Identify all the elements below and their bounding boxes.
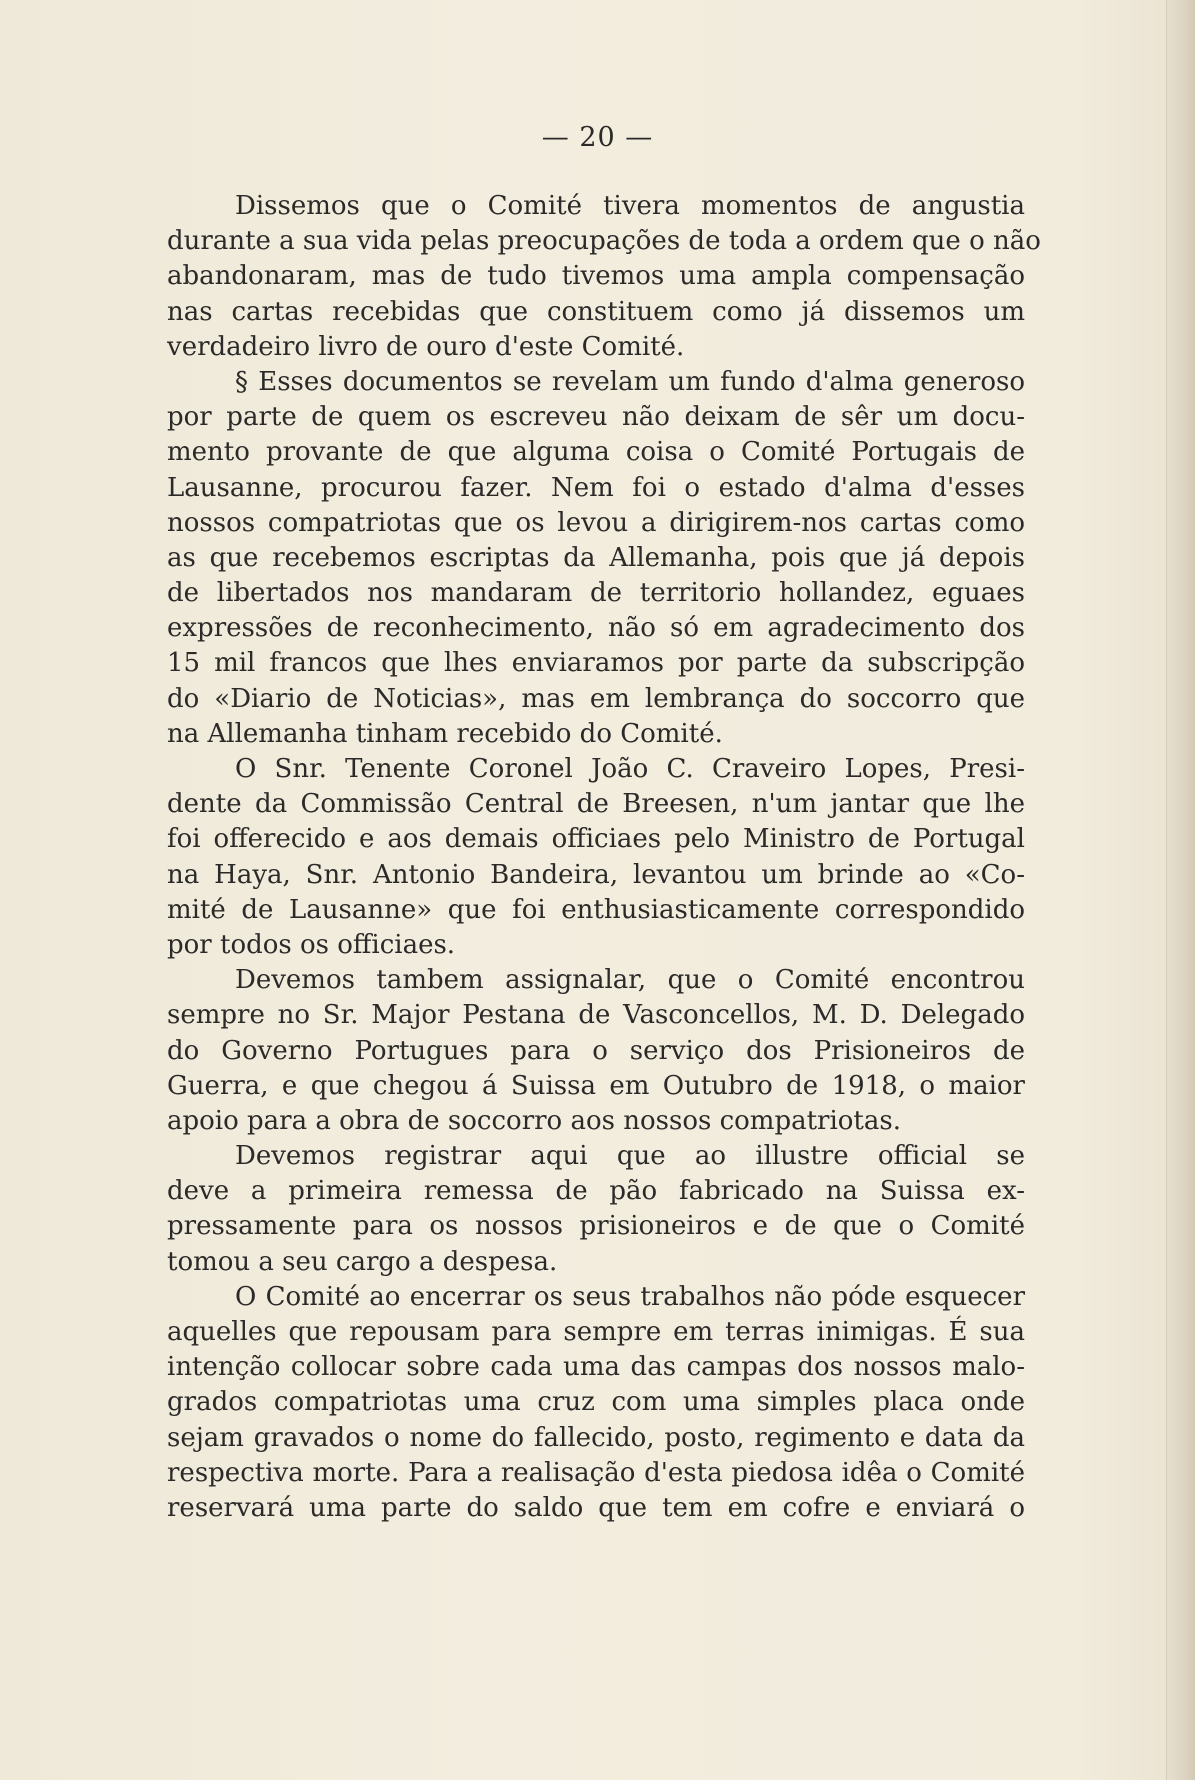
text-line: do Governo Portugues para o serviço dos Prisioneiros de (167, 1035, 1025, 1066)
text-line: por todos os officiaes. (167, 929, 456, 960)
text-line: durante a sua vida pelas preocupações de toda a ordem que o não (167, 226, 1041, 257)
text-line: § Esses documentos se revelam um fundo d'alma generoso (235, 366, 1025, 397)
text-line: nas cartas recebidas que constituem como já dissemos um (167, 296, 1025, 327)
text-line: tomou a seu cargo a despesa. (167, 1246, 558, 1277)
text-line: na Haya, Snr. Antonio Bandeira, levantou um brinde ao «Co- (167, 859, 1025, 890)
text-line: sempre no Sr. Major Pestana de Vasconcellos, M. D. Delegado (167, 1000, 1025, 1031)
page-edge (1166, 0, 1195, 1780)
text-line: O Snr. Tenente Coronel João C. Craveiro Lopes, Presi- (235, 754, 1025, 784)
text-line: deve a primeira remessa de pão fabricado na Suissa ex- (167, 1176, 1025, 1207)
text-line: as que recebemos escriptas da Allemanha, pois que já depois (167, 542, 1025, 573)
text-line: por parte de quem os escreveu não deixam de sêr um docu- (167, 402, 1025, 433)
text-line: aquelles que repousam para sempre em terras inimigas. É sua (167, 1317, 1025, 1347)
text-line: Devemos tambem assignalar, que o Comité encontrou (235, 965, 1025, 996)
text-line: abandonaram, mas de tudo tivemos uma ampla compensação (167, 261, 1025, 292)
text-line: reservará uma parte do saldo que tem em cofre e enviará o (167, 1492, 1025, 1523)
text-line: expressões de reconhecimento, não só em agradecimento dos (167, 613, 1025, 644)
text-line: Devemos registrar aqui que ao illustre official se (235, 1141, 1025, 1172)
text-line: Guerra, e que chegou á Suissa em Outubro de 1918, o maior (167, 1070, 1025, 1101)
text-line: na Allemanha tinham recebido do Comité. (167, 718, 723, 749)
text-line: mité de Lausanne» que foi enthusiasticamente correspondido (167, 894, 1025, 925)
text-line: do «Diario de Noticias», mas em lembrança do soccorro que (167, 683, 1025, 714)
text-line: foi offerecido e aos demais officiaes pelo Ministro de Portugal (167, 824, 1025, 855)
text-line: grados compatriotas uma cruz com uma simples placa onde (167, 1387, 1025, 1418)
text-line: respectiva morte. Para a realisação d'esta piedosa idêa o Comité (167, 1457, 1025, 1488)
text-line: intenção collocar sobre cada uma das campas dos nossos malo- (167, 1352, 1025, 1383)
text-line: verdadeiro livro de ouro d'este Comité. (167, 331, 685, 362)
text-line: nossos compatriotas que os levou a dirigirem-nos cartas como (167, 507, 1025, 538)
text-line: pressamente para os nossos prisioneiros e de que o Comité (167, 1211, 1025, 1242)
text-line: Dissemos que o Comité tivera momentos de angustia (235, 191, 1025, 221)
text-line: mento provante de que alguma coisa o Comité Portugais de (167, 437, 1025, 468)
text-line: O Comité ao encerrar os seus trabalhos não póde esquecer (235, 1281, 1025, 1312)
text-line: Lausanne, procurou fazer. Nem foi o estado d'alma d'esses (167, 472, 1025, 503)
text-line: sejam gravados o nome do fallecido, posto, regimento e data da (167, 1422, 1025, 1453)
body-text (167, 189, 1041, 1526)
text-line: apoio para a obra de soccorro aos nossos compatriotas. (167, 1105, 901, 1136)
text-line: 15 mil francos que lhes enviaramos por parte da subscripção (167, 648, 1025, 679)
text-line: dente da Commissão Central de Breesen, n'um jantar que lhe (167, 789, 1025, 820)
page-number: — 20 — (541, 122, 654, 153)
text-line: de libertados nos mandaram de territorio hollandez, eguaes (167, 578, 1025, 609)
